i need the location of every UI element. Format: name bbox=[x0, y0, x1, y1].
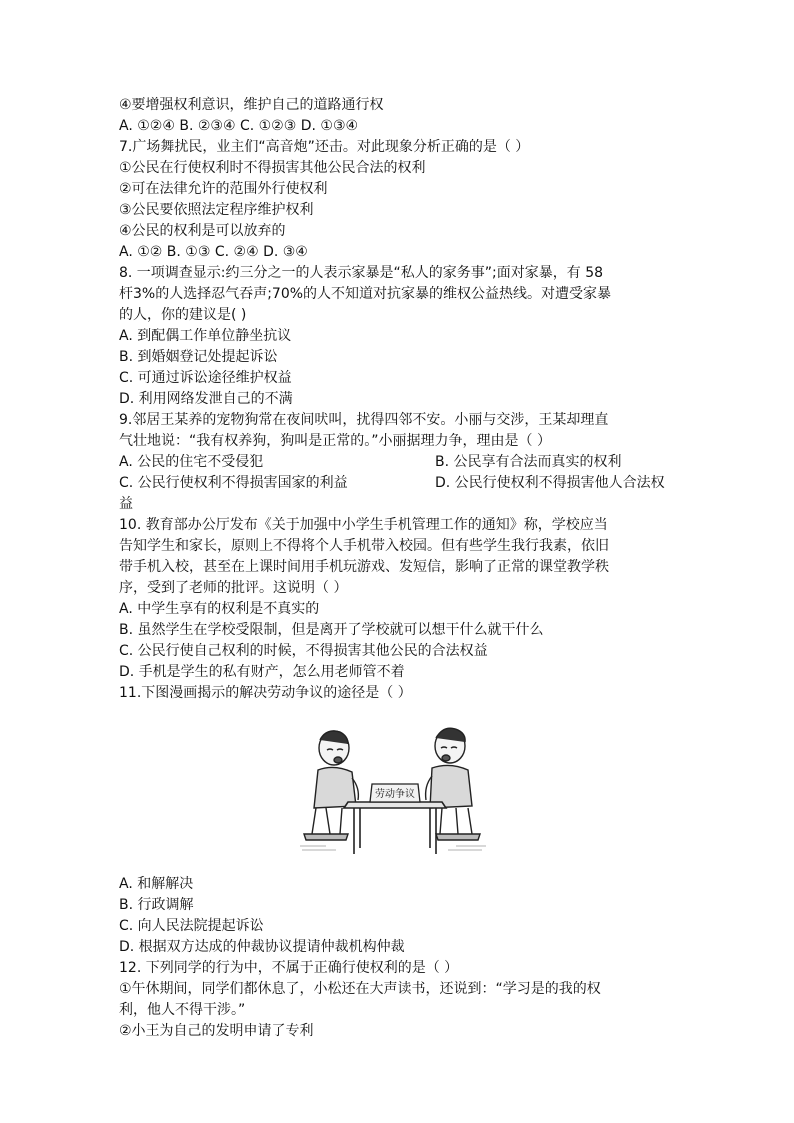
q11-option-b: B. 行政调解 bbox=[119, 897, 194, 913]
q10-stem-line-4: 序，受到了老师的批评。这说明（ ） bbox=[119, 580, 348, 596]
q6-choices: A. ①②④ B. ②③④ C. ①②③ D. ①③④ bbox=[119, 118, 359, 134]
q10-option-d: D. 手机是学生的私有财产，怎么用老师管不着 bbox=[119, 664, 405, 680]
q12-stem: 12. 下列同学的行为中，不属于正确行使权利的是（ ） bbox=[119, 960, 459, 976]
q10-stem-line-2: 告知学生和家长，原则上不得将个人手机带入校园。但有些学生我行我素，依旧 bbox=[119, 538, 609, 554]
q9-option-a: A. 公民的住宅不受侵犯 bbox=[119, 454, 264, 470]
left-man-figure bbox=[304, 731, 358, 840]
q9-option-c: C. 公民行使权利不得损害国家的利益 bbox=[119, 475, 348, 491]
cartoon-drawing bbox=[296, 722, 492, 858]
q7-statement-1: ①公民在行使权利时不得损害其他公民合法的权利 bbox=[119, 160, 426, 176]
q8-option-c: C. 可通过诉讼途径维护权益 bbox=[119, 370, 292, 386]
q8-stem-line-1: 8. 一项调查显示:约三分之一的人表示家暴是“私人的家务事”;面对家暴，有 58 bbox=[119, 265, 604, 281]
q7-statement-3: ③公民要依照法定程序维护权利 bbox=[119, 202, 314, 218]
q10-option-c: C. 公民行使自己权利的时候，不得损害其他公民的合法权益 bbox=[119, 643, 488, 659]
labor-dispute-sign bbox=[370, 784, 420, 802]
right-man-figure bbox=[426, 728, 480, 840]
q9-option-b: B. 公民享有合法而真实的权利 bbox=[435, 454, 622, 470]
q8-stem-line-2: 杆3%的人选择忍气吞声;70%的人不知道对抗家暴的维权公益热线。对遭受家暴 bbox=[119, 286, 612, 302]
q11-option-d: D. 根据双方达成的仲裁协议提请仲裁机构仲裁 bbox=[119, 939, 405, 955]
q9-option-d-continued: 益 bbox=[119, 496, 133, 512]
q8-stem-line-3: 的人，你的建议是( ) bbox=[119, 307, 247, 323]
q9-options-row-2 bbox=[119, 473, 679, 494]
q11-option-a: A. 和解解决 bbox=[119, 876, 194, 892]
q6-option-4: ④要增强权利意识，维护自己的道路通行权 bbox=[119, 97, 384, 113]
q9-stem-line-1: 9.邻居王某养的宠物狗常在夜间吠叫，扰得四邻不安。小丽与交涉，王某却理直 bbox=[119, 412, 609, 428]
q10-stem-line-1: 10. 教育部办公厅发布《关于加强中小学生手机管理工作的通知》称，学校应当 bbox=[119, 517, 608, 533]
sign-label: 劳动争议 bbox=[375, 789, 415, 800]
q8-option-b: B. 到婚姻登记处提起诉讼 bbox=[119, 349, 278, 365]
q9-options-row-1 bbox=[119, 452, 679, 473]
q12-statement-1-line-1: ①午休期间，同学们都休息了，小松还在大声读书，还说到：“学习是的我的权 bbox=[119, 981, 601, 997]
q7-statement-2: ②可在法律允许的范围外行使权利 bbox=[119, 181, 328, 197]
q8-option-a: A. 到配偶工作单位静坐抗议 bbox=[119, 328, 292, 344]
q10-option-a: A. 中学生享有的权利是不真实的 bbox=[119, 601, 320, 617]
ground-shading bbox=[300, 846, 486, 850]
q7-stem: 7.广场舞扰民，业主们“高音炮”还击。对此现象分析正确的是（ ） bbox=[119, 139, 530, 155]
q9-option-d: D. 公民行使权利不得损害他人合法权 bbox=[435, 475, 665, 491]
q10-option-b: B. 虽然学生在学校受限制，但是离开了学校就可以想干什么就干什么 bbox=[119, 622, 544, 638]
q8-option-d: D. 利用网络发泄自己的不满 bbox=[119, 391, 293, 407]
exam-page bbox=[119, 95, 679, 1042]
q9-stem-line-2: 气壮地说：“我有权养狗，狗叫是正常的。”小丽据理力争，理由是（ ） bbox=[119, 433, 551, 449]
q12-statement-2: ②小王为自己的发明申请了专利 bbox=[119, 1023, 314, 1039]
q7-choices: A. ①② B. ①③ C. ②④ D. ③④ bbox=[119, 244, 308, 260]
q12-statement-1-line-2: 利，他人不得干涉。” bbox=[119, 1002, 246, 1018]
q7-statement-4: ④公民的权利是可以放弃的 bbox=[119, 223, 286, 239]
negotiation-table bbox=[344, 802, 446, 854]
labor-dispute-cartoon bbox=[296, 722, 492, 858]
q11-option-c: C. 向人民法院提起诉讼 bbox=[119, 918, 264, 934]
q11-stem: 11.下图漫画揭示的解决劳动争议的途径是（ ） bbox=[119, 685, 412, 701]
q10-stem-line-3: 带手机入校，甚至在上课时间用手机玩游戏、发短信，影响了正常的课堂教学秩 bbox=[119, 559, 609, 575]
